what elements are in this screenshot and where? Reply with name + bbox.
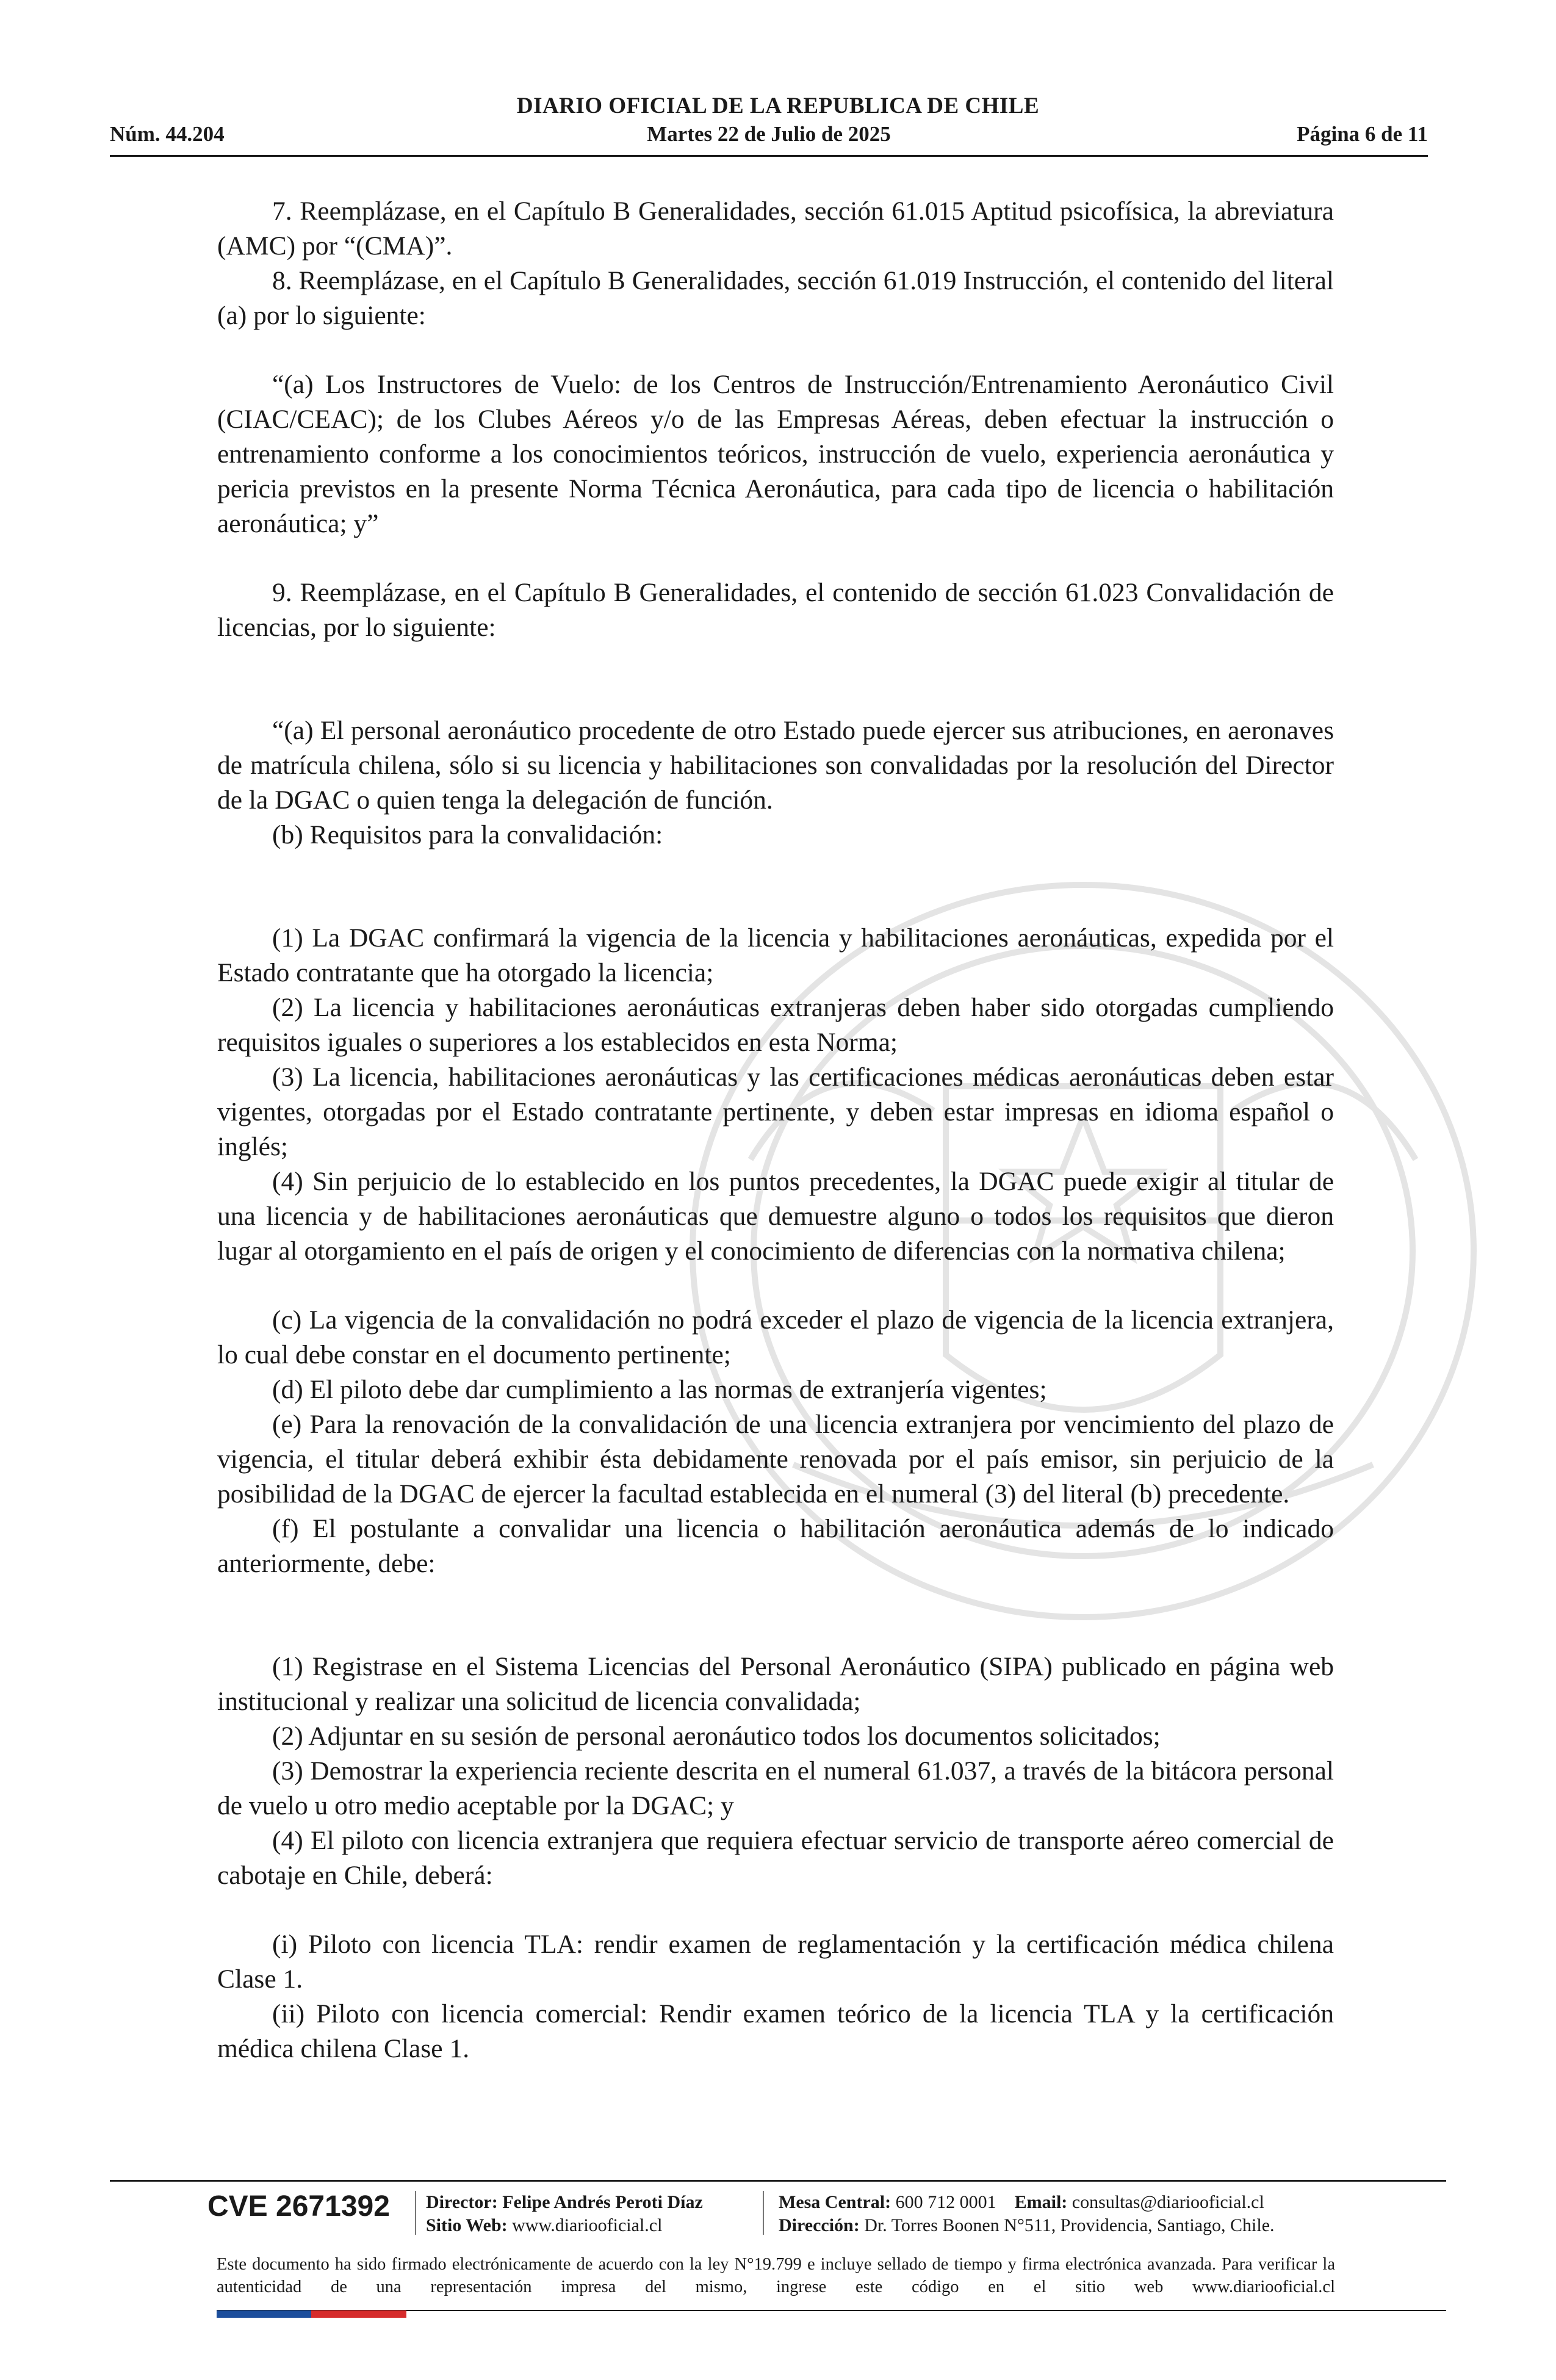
paragraph: (e) Para la renovación de la convalidación de una licencia extranjera por vencimiento del plazo de vigencia, el titular deberá exhibir ésta debidamente renovada por el país emisor, sin perjuicio de la posibilidad de la DGAC de ejercer la facultad establecida en el numeral (3) del literal (b) precedente. [217,1410,1334,1509]
footer-director-block [426,2191,703,2237]
paragraph: (b) Requisitos para la convalidación: [272,820,663,849]
paragraph: (1) Registrase en el Sistema Licencias del Personal Aeronáutico (SIPA) publicado en página web institucional y realizar una solicitud de licencia convalidada; [217,1652,1334,1716]
footer-contact-block [779,2191,1275,2237]
email-label: Email: [1014,2192,1068,2212]
address-label: Dirección: [779,2215,860,2235]
paragraph: (4) El piloto con licencia extranjera que requiera efectuar servicio de transporte aéreo comercial de cabotaje en Chile, deberá: [217,1826,1334,1890]
paragraph: (2) Adjuntar en su sesión de personal aeronáutico todos los documentos solicitados; [272,1722,1161,1751]
paragraph: (3) La licencia, habilitaciones aeronáuticas y las certificaciones médicas aeronáuticas deben estar vigentes, otorgadas por el Estado contratante pertinente, y deben estar impresas en idioma español o inglés; [217,1062,1334,1161]
address-value: Dr. Torres Boonen N°511, Providencia, Santiago, Chile. [864,2215,1275,2235]
header-row [110,122,1428,150]
mesa-label: Mesa Central: [779,2192,891,2212]
paragraph: “(a) Los Instructores de Vuelo: de los Centros de Instrucción/Entrenamiento Aeronáutico Civil (CIAC/CEAC); de los Clubes Aéreos y/o de las Empresas Aéreas, deben efectuar la instrucción o entrenamiento conforme a los conocimientos teóricos, instrucción de vuelo, experiencia aeronáutica y pericia previstos en la presente Norma Técnica Aeronáutica, para cada tipo de licencia o habilitación aeronáutica; y” [217,370,1334,538]
site-label: Sitio Web: [426,2215,508,2235]
paragraph: “(a) El personal aeronáutico procedente de otro Estado puede ejercer sus atribuciones, en aeronaves de matrícula chilena, sólo si su licencia y habilitaciones son convalidadas por la resolución del Director de la DGAC o quien tenga la delegación de función. [217,716,1334,815]
publication-title: DIARIO OFICIAL DE LA REPUBLICA DE CHILE [516,93,1040,118]
paragraph: 9. Reemplázase, en el Capítulo B Generalidades, el contenido de sección 61.023 Convalidación de licencias, por lo siguiente: [217,578,1334,642]
paragraph: 8. Reemplázase, en el Capítulo B Generalidades, sección 61.019 Instrucción, el contenido del literal (a) por lo siguiente: [217,266,1334,330]
paragraph: (2) La licencia y habilitaciones aeronáuticas extranjeras deben haber sido otorgadas cumpliendo requisitos iguales o superiores a los establecidos en esta Norma; [217,993,1334,1057]
footer-divider [110,2180,1446,2182]
issue-number: Núm. 44.204 [110,122,225,146]
director-name: Felipe Andrés Peroti Díaz [502,2192,703,2212]
cve-code: CVE 2671392 [207,2190,390,2223]
legal-notice: Este documento ha sido firmado electrónicamente de acuerdo con la ley N°19.799 e incluye sellado de tiempo y firma electrónica avanzada. Para verificar la autenticidad de una representación impresa del mismo, ingrese este código en el sitio web www.diariooficial.cl [217,2255,1335,2296]
issue-date: Martes 22 de Julio de 2025 [647,122,891,146]
paragraph: (ii) Piloto con licencia comercial: Rendir examen teórico de la licencia TLA y la certificación médica chilena Clase 1. [217,1999,1334,2063]
director-label: Director: [426,2192,498,2212]
header-divider [110,155,1428,157]
mesa-phone: 600 712 0001 [895,2192,996,2212]
paragraph: (1) La DGAC confirmará la vigencia de la licencia y habilitaciones aeronáuticas, expedida por el Estado contratante que ha otorgado la licencia; [217,923,1334,987]
flag-stripe-red [311,2310,406,2318]
paragraph: (4) Sin perjuicio de lo establecido en los puntos precedentes, la DGAC puede exigir al titular de una licencia y de habilitaciones aeronáuticas que demuestre alguno o todos los requisitos que dieron lugar al otorgamiento en el país de origen y el conocimiento de diferencias con la normativa chilena; [217,1167,1334,1266]
page-indicator: Página 6 de 11 [1297,122,1428,146]
site-link[interactable]: www.diariooficial.cl [512,2215,663,2235]
flag-stripe-blue [217,2310,311,2318]
email-link[interactable]: consultas@diariooficial.cl [1072,2192,1264,2212]
paragraph: (i) Piloto con licencia TLA: rendir examen de reglamentación y la certificación médica chilena Clase 1. [217,1930,1334,1994]
paragraph: (3) Demostrar la experiencia reciente descrita en el numeral 61.037, a través de la bitácora personal de vuelo u otro medio aceptable por la DGAC; y [217,1756,1334,1820]
paragraph: 7. Reemplázase, en el Capítulo B Generalidades, sección 61.015 Aptitud psicofísica, la abreviatura (AMC) por “(CMA)”. [217,197,1334,261]
footer-separator [763,2191,764,2235]
paragraph: (f) El postulante a convalidar una licencia o habilitación aeronáutica además de lo indicado anteriormente, debe: [217,1514,1334,1578]
paragraph: (c) La vigencia de la convalidación no podrá exceder el plazo de vigencia de la licencia extranjera, lo cual debe constar en el documento pertinente; [217,1305,1334,1369]
footer-separator [415,2191,416,2235]
paragraph: (d) El piloto debe dar cumplimiento a las normas de extranjería vigentes; [272,1375,1047,1404]
document-body [217,194,1334,2066]
